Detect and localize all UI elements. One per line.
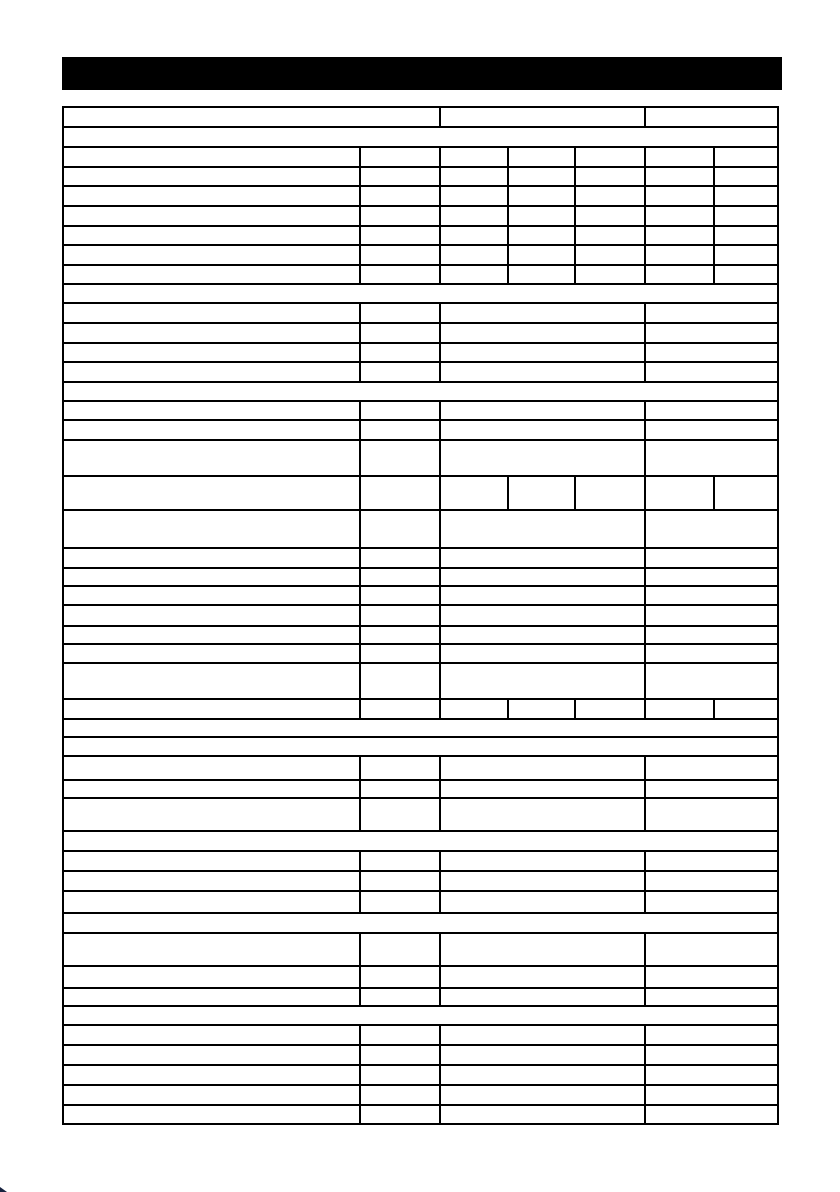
table-cell	[645, 605, 778, 626]
table-cell	[63, 699, 360, 719]
table-row	[63, 206, 778, 226]
table-cell	[645, 644, 778, 663]
table-cell	[63, 440, 360, 476]
table-cell	[440, 871, 645, 891]
table-cell	[63, 1006, 778, 1025]
table-cell	[440, 1105, 645, 1124]
table-cell	[440, 440, 645, 476]
table-cell	[440, 548, 645, 568]
table-cell	[440, 644, 645, 663]
table-cell	[440, 966, 645, 988]
table-cell	[440, 147, 508, 167]
table-cell	[645, 265, 714, 284]
table-cell	[440, 1045, 645, 1065]
table-cell	[645, 107, 778, 127]
table-cell	[714, 147, 778, 167]
table-cell	[63, 891, 360, 913]
table-cell	[63, 988, 360, 1006]
table-cell	[63, 644, 360, 663]
table-cell	[360, 780, 440, 798]
table-cell	[575, 245, 645, 265]
table-cell	[360, 362, 440, 382]
table-cell	[440, 107, 645, 127]
table-cell	[440, 265, 508, 284]
table-cell	[440, 798, 645, 831]
table-row	[63, 568, 778, 586]
table-cell	[63, 626, 360, 644]
table-cell	[440, 1065, 645, 1085]
table-cell	[63, 362, 360, 382]
table-row	[63, 586, 778, 605]
table-cell	[63, 756, 360, 780]
table-cell	[63, 798, 360, 831]
table-cell	[645, 1065, 778, 1085]
table-cell	[645, 303, 778, 323]
table-cell	[645, 626, 778, 644]
table-row	[63, 871, 778, 891]
table-cell	[645, 362, 778, 382]
table-cell	[645, 871, 778, 891]
table-row	[63, 1085, 778, 1105]
table-cell	[63, 420, 360, 440]
table-cell	[360, 265, 440, 284]
table-cell	[360, 1105, 440, 1124]
table-cell	[645, 1045, 778, 1065]
table-cell	[360, 605, 440, 626]
table-row	[63, 284, 778, 303]
table-cell	[360, 644, 440, 663]
table-cell	[63, 663, 360, 699]
table-row	[63, 891, 778, 913]
table-row	[63, 362, 778, 382]
table-cell	[645, 988, 778, 1006]
table-row	[63, 626, 778, 644]
table-row	[63, 476, 778, 510]
table-cell	[645, 851, 778, 871]
table-cell	[440, 605, 645, 626]
table-row	[63, 303, 778, 323]
table-cell	[63, 933, 360, 966]
table-cell	[508, 186, 575, 206]
table-cell	[63, 568, 360, 586]
table-cell	[360, 245, 440, 265]
table-cell	[508, 147, 575, 167]
table-cell	[440, 891, 645, 913]
table-cell	[440, 206, 508, 226]
table-cell	[63, 303, 360, 323]
table-cell	[440, 756, 645, 780]
table-cell	[63, 1045, 360, 1065]
table-cell	[645, 167, 714, 186]
table-cell	[440, 780, 645, 798]
table-row	[63, 663, 778, 699]
table-cell	[63, 186, 360, 206]
table-cell	[645, 780, 778, 798]
table-cell	[360, 548, 440, 568]
table-cell	[575, 206, 645, 226]
table-row	[63, 107, 778, 127]
table-cell	[575, 226, 645, 245]
table-cell	[508, 167, 575, 186]
table-cell	[440, 988, 645, 1006]
table-cell	[508, 699, 575, 719]
table-cell	[645, 966, 778, 988]
table-cell	[440, 1085, 645, 1105]
table-cell	[575, 167, 645, 186]
table-cell	[714, 245, 778, 265]
table-cell	[360, 891, 440, 913]
table-cell	[63, 206, 360, 226]
table-cell	[63, 851, 360, 871]
table-cell	[63, 343, 360, 362]
table-cell	[63, 1105, 360, 1124]
table-cell	[63, 1065, 360, 1085]
table-row	[63, 798, 778, 831]
table-cell	[63, 382, 778, 401]
table-cell	[440, 323, 645, 343]
table-cell	[645, 206, 714, 226]
table-cell	[645, 186, 714, 206]
table-row	[63, 343, 778, 362]
table-row	[63, 127, 778, 147]
table-row	[63, 186, 778, 206]
table-cell	[575, 147, 645, 167]
table-cell	[508, 476, 575, 510]
table-row	[63, 1045, 778, 1065]
table-cell	[63, 780, 360, 798]
table-cell	[645, 323, 778, 343]
table-cell	[575, 186, 645, 206]
table-cell	[63, 127, 778, 147]
table-row	[63, 245, 778, 265]
table-row	[63, 548, 778, 568]
table-cell	[645, 510, 778, 548]
table-row	[63, 1025, 778, 1045]
table-cell	[440, 476, 508, 510]
table-cell	[645, 440, 778, 476]
table-cell	[360, 663, 440, 699]
table-cell	[360, 167, 440, 186]
table-row	[63, 913, 778, 933]
table-cell	[440, 699, 508, 719]
table-cell	[714, 265, 778, 284]
table-cell	[714, 226, 778, 245]
table-cell	[645, 1085, 778, 1105]
table-cell	[440, 245, 508, 265]
table-cell	[63, 401, 360, 420]
table-cell	[360, 966, 440, 988]
table-cell	[360, 1025, 440, 1045]
table-cell	[508, 206, 575, 226]
table-cell	[63, 107, 440, 127]
table-cell	[63, 265, 360, 284]
table-row	[63, 420, 778, 440]
table-cell	[440, 510, 645, 548]
table-cell	[440, 1025, 645, 1045]
table-cell	[440, 186, 508, 206]
table-row	[63, 1065, 778, 1085]
table-cell	[63, 323, 360, 343]
table-cell	[360, 798, 440, 831]
table-cell	[360, 933, 440, 966]
table-cell	[360, 1085, 440, 1105]
table-cell	[714, 699, 778, 719]
table-row	[63, 719, 778, 737]
table-cell	[360, 226, 440, 245]
table-cell	[63, 1025, 360, 1045]
table-row	[63, 966, 778, 988]
table-cell	[645, 798, 778, 831]
table-row	[63, 851, 778, 871]
table-cell	[360, 851, 440, 871]
table-cell	[360, 440, 440, 476]
table-cell	[714, 476, 778, 510]
table-row	[63, 644, 778, 663]
table-row	[63, 440, 778, 476]
table-row	[63, 167, 778, 186]
table-cell	[63, 605, 360, 626]
table-cell	[440, 303, 645, 323]
table-cell	[440, 420, 645, 440]
table-row	[63, 265, 778, 284]
table-cell	[63, 510, 360, 548]
table-cell	[440, 167, 508, 186]
table-cell	[360, 147, 440, 167]
table-cell	[645, 401, 778, 420]
table-cell	[714, 167, 778, 186]
table-cell	[360, 756, 440, 780]
table-cell	[645, 568, 778, 586]
table-cell	[360, 1045, 440, 1065]
table-cell	[63, 167, 360, 186]
table-cell	[645, 756, 778, 780]
table-row	[63, 988, 778, 1006]
table-cell	[63, 737, 778, 756]
table-cell	[63, 226, 360, 245]
table-cell	[508, 265, 575, 284]
table-cell	[645, 663, 778, 699]
table-cell	[360, 186, 440, 206]
table-cell	[508, 245, 575, 265]
table-cell	[360, 303, 440, 323]
table-cell	[440, 933, 645, 966]
table-cell	[645, 245, 714, 265]
table-row	[63, 605, 778, 626]
table-cell	[360, 510, 440, 548]
table-row	[63, 323, 778, 343]
table-row	[63, 831, 778, 851]
table-cell	[645, 891, 778, 913]
table-cell	[440, 401, 645, 420]
page-corner-artifact	[0, 1187, 7, 1192]
table-cell	[63, 548, 360, 568]
table-cell	[63, 966, 360, 988]
table-row	[63, 699, 778, 719]
table-row	[63, 401, 778, 420]
table-cell	[360, 988, 440, 1006]
table-cell	[63, 284, 778, 303]
table-cell	[63, 1085, 360, 1105]
table-row	[63, 756, 778, 780]
table-cell	[714, 186, 778, 206]
table-cell	[63, 913, 778, 933]
table-cell	[360, 323, 440, 343]
table-cell	[63, 586, 360, 605]
table-cell	[645, 1025, 778, 1045]
table-cell	[508, 226, 575, 245]
table-cell	[440, 586, 645, 605]
table-cell	[440, 626, 645, 644]
table-cell	[63, 245, 360, 265]
table-cell	[63, 831, 778, 851]
table-cell	[63, 719, 778, 737]
table-cell	[360, 699, 440, 719]
table-cell	[645, 548, 778, 568]
spec-table-body	[63, 107, 778, 1124]
table-cell	[575, 699, 645, 719]
table-cell	[360, 1065, 440, 1085]
table-row	[63, 1105, 778, 1124]
table-cell	[360, 871, 440, 891]
table-row	[63, 933, 778, 966]
table-cell	[360, 626, 440, 644]
table-row	[63, 780, 778, 798]
table-cell	[440, 568, 645, 586]
table-cell	[645, 343, 778, 362]
redacted-title-bar	[62, 57, 782, 90]
table-row	[63, 1006, 778, 1025]
table-cell	[360, 206, 440, 226]
table-cell	[440, 851, 645, 871]
table-cell	[440, 663, 645, 699]
spec-table	[62, 106, 779, 1125]
table-cell	[575, 265, 645, 284]
table-cell	[440, 362, 645, 382]
table-row	[63, 510, 778, 548]
table-cell	[360, 420, 440, 440]
table-cell	[360, 343, 440, 362]
table-cell	[440, 343, 645, 362]
table-row	[63, 147, 778, 167]
table-cell	[645, 933, 778, 966]
table-cell	[63, 871, 360, 891]
table-cell	[714, 206, 778, 226]
table-cell	[645, 476, 714, 510]
table-cell	[63, 147, 360, 167]
table-cell	[360, 476, 440, 510]
table-row	[63, 382, 778, 401]
table-cell	[360, 568, 440, 586]
table-row	[63, 226, 778, 245]
table-cell	[645, 226, 714, 245]
table-cell	[440, 226, 508, 245]
table-cell	[575, 476, 645, 510]
table-cell	[360, 586, 440, 605]
table-cell	[63, 476, 360, 510]
table-cell	[360, 401, 440, 420]
table-cell	[645, 1105, 778, 1124]
table-row	[63, 737, 778, 756]
table-cell	[645, 586, 778, 605]
table-cell	[645, 147, 714, 167]
table-cell	[645, 420, 778, 440]
table-cell	[645, 699, 714, 719]
